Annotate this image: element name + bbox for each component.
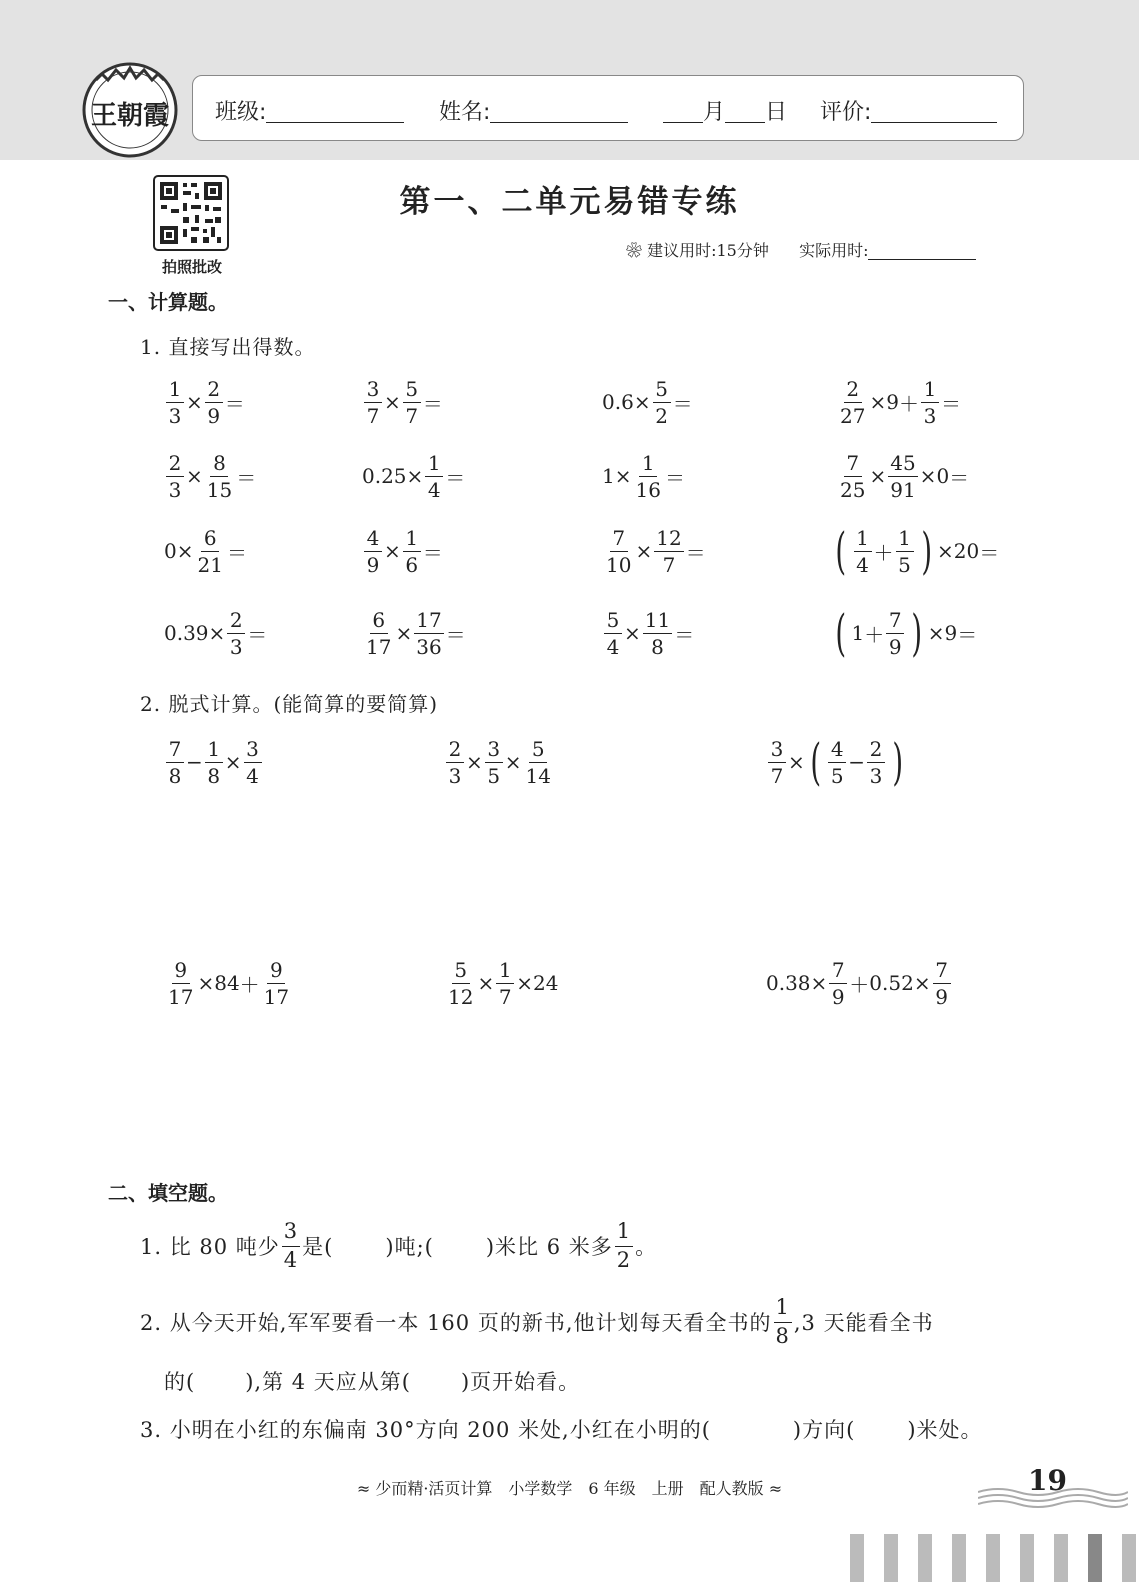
fraction: $\frac{3}{4}$ xyxy=(283,1219,299,1272)
q1-item-14[interactable]: $\frac{6}{17}$ × $\frac{17}{36}$ ＝ xyxy=(366,607,466,659)
student-info-box xyxy=(192,75,1024,141)
section-2-heading: 二、填空题。 xyxy=(108,1181,228,1205)
q1-item-5[interactable]: $\frac{2}{3}$ × $\frac{8}{15}$ ＝ xyxy=(164,446,256,506)
day-label: 日 xyxy=(765,100,788,125)
fraction: $\frac{5}{14}$ xyxy=(525,736,551,788)
q1-item-7[interactable]: 1 × $\frac{1}{16}$ ＝ xyxy=(602,450,685,502)
q1-item-16[interactable]: ( 1 ＋ $\frac{7}{9}$ ) × 9 ＝ xyxy=(835,604,978,662)
class-label: 班级: xyxy=(215,100,267,125)
q2-item-6[interactable]: 0.38 × $\frac{7}{9}$ ＋ 0.52 × $\frac{7}{9}$ xyxy=(766,953,953,1013)
fraction: $\frac{2}{9}$ xyxy=(205,377,223,428)
q2-item-4[interactable]: $\frac{9}{17}$ × 84 ＋ $\frac{9}{17}$ xyxy=(168,957,290,1009)
qr-label: 拍照批改 xyxy=(161,258,222,276)
fraction: $\frac{2}{27}$ xyxy=(840,376,866,428)
fraction: $\frac{3}{7}$ xyxy=(768,737,786,788)
page-number: 19 xyxy=(1028,1464,1067,1497)
class-blank[interactable] xyxy=(266,100,404,123)
fraction: $\frac{5}{4}$ xyxy=(604,608,622,659)
q1-item-10[interactable]: $\frac{4}{9}$ × $\frac{1}{6}$ ＝ xyxy=(362,521,443,581)
time-row xyxy=(626,238,976,261)
fraction: $\frac{5}{2}$ xyxy=(653,377,671,428)
actual-time-blank[interactable] xyxy=(868,241,976,260)
name-field[interactable] xyxy=(439,95,628,126)
date-field[interactable] xyxy=(663,95,787,126)
fraction: $\frac{3}{4}$ xyxy=(244,737,262,788)
name-blank[interactable] xyxy=(490,100,628,123)
fraction: $\frac{5}{12}$ xyxy=(448,957,474,1009)
fraction: $\frac{2}{3}$ xyxy=(166,451,184,502)
fraction: $\frac{1}{8}$ xyxy=(205,737,223,788)
fraction: $\frac{3}{7}$ xyxy=(364,377,382,428)
name-label: 姓名: xyxy=(439,100,491,125)
q1-item-11[interactable]: $\frac{7}{10}$ × $\frac{12}{7}$ ＝ xyxy=(606,525,706,577)
fill-q1: 1. 比 80 吨少 $\frac{3}{4}$ 是( )吨;( )米比 6 米多 $\frac{1}{2}$ 。 xyxy=(140,1219,658,1272)
flower-icon: ❀ xyxy=(626,241,643,260)
footer-text: ≈ 少而精·活页计算 小学数学 6 年级 上册 配人教版 ≈ xyxy=(356,1479,783,1498)
q2-item-2[interactable]: $\frac{2}{3}$ × $\frac{3}{5}$ × $\frac{5}{14}$ xyxy=(444,732,555,792)
q1-item-1[interactable]: $\frac{1}{3}$ × $\frac{2}{9}$ ＝ xyxy=(164,372,245,432)
day-blank[interactable] xyxy=(725,100,765,123)
evaluation-blank[interactable] xyxy=(871,100,997,123)
fraction: $\frac{3}{5}$ xyxy=(485,737,503,788)
fraction: $\frac{1}{3}$ xyxy=(166,377,184,428)
fraction: $\frac{1}{8}$ xyxy=(775,1295,790,1348)
fraction: $\frac{12}{7}$ xyxy=(656,525,682,577)
fraction: $\frac{1}{7}$ xyxy=(496,958,514,1009)
fraction: $\frac{7}{9}$ xyxy=(886,608,904,659)
actual-time-label: 实际用时: xyxy=(799,241,869,260)
fraction: $\frac{1}{2}$ xyxy=(616,1219,632,1272)
fraction: $\frac{1}{4}$ xyxy=(425,451,443,502)
class-field[interactable] xyxy=(215,95,404,126)
q2-item-5[interactable]: $\frac{5}{12}$ × $\frac{1}{7}$ × 24 xyxy=(448,957,559,1009)
evaluation-field[interactable] xyxy=(820,95,997,126)
fraction: $\frac{4}{5}$ xyxy=(828,737,846,788)
fraction: $\frac{5}{7}$ xyxy=(403,377,421,428)
fraction: $\frac{1}{16}$ xyxy=(635,450,661,502)
brand-logo xyxy=(82,62,178,158)
fraction: $\frac{7}{25}$ xyxy=(840,450,866,502)
fraction: $\frac{1}{6}$ xyxy=(403,526,421,577)
fraction: $\frac{45}{91}$ xyxy=(890,450,916,502)
q2-item-3[interactable]: $\frac{3}{7}$ × ( $\frac{4}{5}$ − $\frac{2}{3}$ ) xyxy=(766,732,909,792)
q2-item-1[interactable]: $\frac{7}{8}$ − $\frac{1}{8}$ × $\frac{3}{4}$ xyxy=(164,732,264,792)
fill-q2-line2: 的( ),第 4 天应从第( )页开始看。 xyxy=(164,1370,581,1394)
fraction: $\frac{2}{3}$ xyxy=(446,737,464,788)
q1-item-3[interactable]: 0.6 × $\frac{5}{2}$ ＝ xyxy=(602,376,693,428)
month-label: 月 xyxy=(703,100,726,125)
fill-q3: 3. 小明在小红的东偏南 30°方向 200 米处,小红在小明的( )方向( )米处。 xyxy=(140,1418,983,1442)
fraction: $\frac{17}{36}$ xyxy=(416,607,442,659)
fraction: $\frac{7}{10}$ xyxy=(606,525,632,577)
fraction: $\frac{7}{9}$ xyxy=(829,958,847,1009)
q1-item-4[interactable]: $\frac{2}{27}$ × 9 ＋ $\frac{1}{3}$ ＝ xyxy=(840,376,961,428)
fraction: $\frac{6}{21}$ xyxy=(197,525,223,577)
fraction: $\frac{2}{3}$ xyxy=(227,608,245,659)
logo-text: 王朝霞 xyxy=(90,101,170,131)
fraction: $\frac{1}{4}$ xyxy=(854,526,872,577)
fraction: $\frac{6}{17}$ xyxy=(366,607,392,659)
q1-item-12[interactable]: ( $\frac{1}{4}$ ＋ $\frac{1}{5}$ ) × 20 ＝ xyxy=(835,522,1000,580)
q1-item-15[interactable]: $\frac{5}{4}$ × $\frac{11}{8}$ ＝ xyxy=(602,603,694,663)
edge-tabs-decoration xyxy=(850,1534,1139,1582)
q1-item-9[interactable]: 0 × $\frac{6}{21}$ ＝ xyxy=(164,525,247,577)
suggested-time: 建议用时:15分钟 xyxy=(647,241,769,260)
fraction: $\frac{1}{3}$ xyxy=(921,377,939,428)
fraction: $\frac{4}{9}$ xyxy=(364,526,382,577)
fraction: $\frac{8}{15}$ xyxy=(206,450,233,502)
fraction: $\frac{7}{8}$ xyxy=(166,737,184,788)
q1-item-6[interactable]: 0.25 × $\frac{1}{4}$ ＝ xyxy=(362,450,466,502)
fraction: $\frac{1}{5}$ xyxy=(896,526,914,577)
q1-label: 1. 直接写出得数。 xyxy=(140,335,316,359)
evaluation-label: 评价: xyxy=(820,100,872,125)
fraction: $\frac{11}{8}$ xyxy=(644,607,671,659)
q1-item-13[interactable]: 0.39 × $\frac{2}{3}$ ＝ xyxy=(164,607,268,659)
q1-item-2[interactable]: $\frac{3}{7}$ × $\frac{5}{7}$ ＝ xyxy=(362,372,443,432)
q2-label: 2. 脱式计算。(能简算的要简算) xyxy=(140,692,439,716)
section-1-heading: 一、计算题。 xyxy=(108,290,228,314)
fraction: $\frac{7}{9}$ xyxy=(933,958,951,1009)
fraction: $\frac{9}{17}$ xyxy=(263,957,290,1009)
fraction: $\frac{2}{3}$ xyxy=(867,737,885,788)
fraction: $\frac{9}{17}$ xyxy=(168,957,194,1009)
page-title: 第一、二单元易错专练 xyxy=(399,184,740,220)
q1-item-8[interactable]: $\frac{7}{25}$ × $\frac{45}{91}$ × 0 ＝ xyxy=(840,450,970,502)
month-blank[interactable] xyxy=(663,100,703,123)
fill-q2-line1: 2. 从今天开始,军军要看一本 160 页的新书,他计划每天看全书的 $\frac{1}{8}$ ,3 天能看全书 xyxy=(140,1295,934,1348)
